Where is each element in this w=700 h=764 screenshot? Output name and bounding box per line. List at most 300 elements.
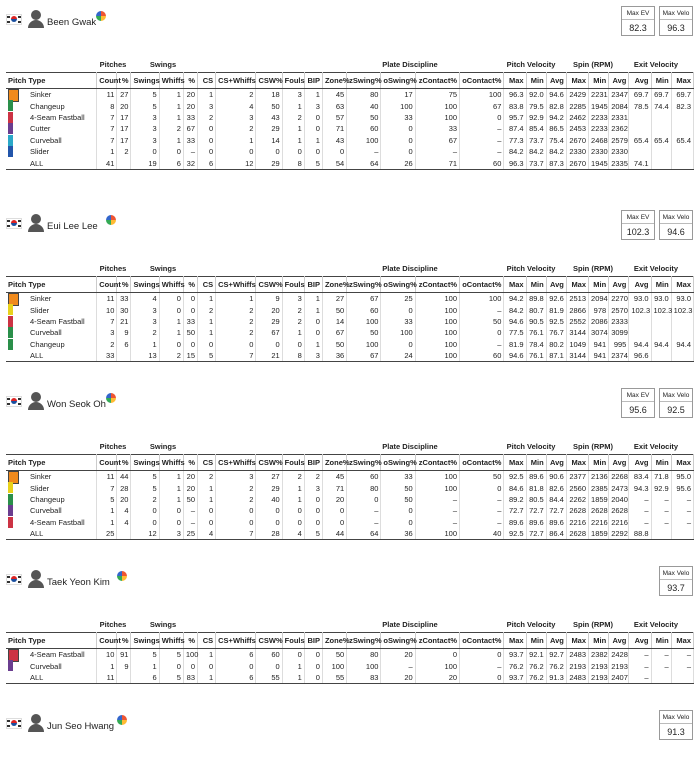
pitcher-header — [0, 382, 700, 442]
column-header[interactable]: Avg — [546, 277, 566, 293]
stat-cell: 2 — [97, 339, 117, 350]
pitcher-header — [0, 0, 700, 60]
stat-cell: – — [460, 123, 504, 134]
stat-cell: 60 — [347, 123, 381, 134]
stat-cell: 1 — [304, 135, 322, 146]
column-header[interactable]: Whiffs — [159, 633, 183, 649]
stat-cell: 0 — [216, 339, 256, 350]
stat-cell: 0 — [198, 505, 216, 516]
stat-cell: 0 — [322, 146, 346, 157]
column-header[interactable]: zContact% — [415, 633, 459, 649]
pitch-row[interactable] — [6, 304, 694, 315]
column-header[interactable]: CSW% — [256, 633, 282, 649]
stat-cell: – — [347, 505, 381, 516]
column-header[interactable]: oContact% — [460, 73, 504, 89]
pitch-row[interactable] — [6, 327, 694, 338]
column-header[interactable]: % — [183, 455, 197, 471]
stat-cell: 2331 — [609, 112, 629, 123]
column-header[interactable]: oSwing% — [381, 633, 415, 649]
stat-cell: 2 — [159, 350, 183, 362]
column-header[interactable]: Zone% — [322, 73, 346, 89]
stat-cell: 0 — [460, 649, 504, 661]
stat-cell: 1049 — [566, 339, 588, 350]
column-header[interactable]: Whiffs — [159, 73, 183, 89]
pitch-row[interactable] — [6, 482, 694, 493]
stat-cell: 0 — [381, 123, 415, 134]
stat-cell: 80 — [347, 649, 381, 661]
stat-cell: 76.2 — [504, 660, 526, 671]
stat-cell: 72.7 — [546, 505, 566, 516]
column-header[interactable]: CS+Whiffs — [216, 73, 256, 89]
stat-cell: 9 — [117, 327, 131, 338]
stat-cell: 28 — [256, 528, 282, 540]
column-header[interactable]: % — [183, 633, 197, 649]
stat-cell: 94.3 — [629, 482, 651, 493]
column-header[interactable]: Pitch Type — [6, 73, 97, 89]
column-header[interactable]: Max — [671, 455, 693, 471]
column-header[interactable]: oContact% — [460, 633, 504, 649]
stat-cell: 81.9 — [504, 339, 526, 350]
stat-cell: 50 — [460, 316, 504, 327]
column-header[interactable]: Min — [526, 633, 546, 649]
stat-cell: 92.7 — [546, 649, 566, 661]
stat-cell: 1 — [159, 112, 183, 123]
column-header[interactable]: Avg — [629, 73, 651, 89]
column-header[interactable]: zSwing% — [347, 455, 381, 471]
column-header[interactable]: Max — [504, 455, 526, 471]
stat-cell: 978 — [589, 304, 609, 315]
stat-cell: 2483 — [566, 649, 588, 661]
stat-cell: 80.2 — [546, 339, 566, 350]
stat-cell: 1 — [282, 660, 304, 671]
stat-cell: 29 — [256, 316, 282, 327]
column-header[interactable]: CSW% — [256, 455, 282, 471]
stat-cell: 100 — [347, 135, 381, 146]
column-header[interactable]: BIP — [304, 277, 322, 293]
stat-cell: 21 — [117, 316, 131, 327]
stat-cell: 0 — [159, 660, 183, 671]
pitch-row[interactable] — [6, 123, 694, 134]
pitch-row[interactable] — [6, 494, 694, 505]
total-row[interactable] — [6, 672, 694, 684]
stat-cell: 33 — [381, 316, 415, 327]
pitch-color-swatch — [8, 316, 13, 327]
column-header[interactable]: oSwing% — [381, 277, 415, 293]
group-label-spin: Spin (RPM) — [573, 264, 613, 273]
stat-cell: 2233 — [589, 112, 609, 123]
metric-label: Max EV — [622, 211, 654, 224]
stat-cell: 78.4 — [526, 339, 546, 350]
korea-flag-icon — [6, 396, 22, 407]
stat-cell: 81.9 — [546, 304, 566, 315]
pitch-row[interactable] — [6, 146, 694, 157]
column-header[interactable]: Max — [566, 633, 588, 649]
column-header[interactable]: Pitch Type — [6, 633, 97, 649]
stat-cell: 93.0 — [629, 293, 651, 305]
stat-cell: 5 — [159, 672, 183, 684]
stat-cell: 102.3 — [671, 304, 693, 315]
header-row — [6, 455, 694, 471]
stat-cell: 5 — [131, 649, 159, 661]
stat-cell: 100 — [415, 316, 459, 327]
stat-cell — [671, 672, 693, 684]
stat-cell: 2216 — [589, 517, 609, 528]
column-header[interactable]: Avg — [546, 633, 566, 649]
column-header[interactable]: CS — [198, 277, 216, 293]
stat-cell — [651, 672, 671, 684]
stat-cell: 3 — [131, 112, 159, 123]
pitch-type-label: Changeup — [30, 339, 65, 349]
column-header[interactable]: Avg — [609, 73, 629, 89]
stat-cell: 1 — [131, 339, 159, 350]
stat-cell: 3099 — [609, 327, 629, 338]
stat-cell: 5 — [304, 528, 322, 540]
column-header[interactable]: CS — [198, 455, 216, 471]
column-header[interactable]: Min — [651, 277, 671, 293]
column-header[interactable]: % — [183, 277, 197, 293]
stats-table — [6, 276, 694, 362]
stat-cell: 100 — [347, 339, 381, 350]
pitcher-name[interactable]: Won Seok Oh — [47, 399, 106, 410]
pitcher-name[interactable]: Been Gwak — [47, 17, 97, 28]
column-header[interactable]: Max — [504, 633, 526, 649]
column-header[interactable]: Max — [671, 633, 693, 649]
stat-cell: 8 — [282, 157, 304, 169]
stat-cell: – — [671, 505, 693, 516]
stat-cell: 1 — [97, 660, 117, 671]
column-header[interactable]: oContact% — [460, 277, 504, 293]
pitcher-section — [0, 0, 700, 204]
stat-cell: 0 — [415, 649, 459, 661]
column-header[interactable]: Min — [651, 73, 671, 89]
stat-cell: 100 — [415, 350, 459, 362]
stat-cell: 85.4 — [526, 123, 546, 134]
column-header[interactable]: % — [117, 73, 131, 89]
column-header[interactable]: Max — [504, 277, 526, 293]
stat-cell: 1 — [198, 672, 216, 684]
pitch-row[interactable] — [6, 660, 694, 671]
stat-cell: 0 — [216, 505, 256, 516]
stat-cell: 0 — [216, 517, 256, 528]
stat-cell: 0 — [282, 505, 304, 516]
stat-cell: 93.0 — [651, 293, 671, 305]
stat-cell: 3 — [131, 316, 159, 327]
stat-cell — [651, 327, 671, 338]
stat-cell: 69.7 — [629, 89, 651, 101]
total-row[interactable] — [6, 350, 694, 362]
stat-cell: 36 — [381, 528, 415, 540]
column-header[interactable]: Pitch Type — [6, 277, 97, 293]
column-header[interactable]: Count — [97, 73, 117, 89]
stat-cell: – — [651, 505, 671, 516]
column-header[interactable]: Fouls — [282, 455, 304, 471]
pitch-type-cell — [6, 505, 97, 516]
stat-cell: 10 — [97, 649, 117, 661]
pitch-type-label: Cutter — [30, 124, 51, 134]
pitch-color-swatch — [8, 304, 13, 315]
column-header[interactable]: oSwing% — [381, 455, 415, 471]
stat-cell: 44 — [117, 471, 131, 483]
pitch-row[interactable] — [6, 517, 694, 528]
column-header[interactable]: Min — [651, 633, 671, 649]
stat-cell: 74.1 — [629, 157, 651, 169]
column-header[interactable]: Avg — [546, 73, 566, 89]
pitch-type-cell — [6, 672, 97, 684]
stat-cell: 40 — [460, 528, 504, 540]
stat-cell: – — [460, 505, 504, 516]
stat-cell: 20 — [117, 100, 131, 111]
column-header[interactable]: BIP — [304, 455, 322, 471]
stat-cell: 0 — [256, 517, 282, 528]
group-label-spin: Spin (RPM) — [573, 620, 613, 629]
stat-cell: 82.8 — [546, 100, 566, 111]
column-header[interactable]: Fouls — [282, 277, 304, 293]
stat-cell: 10 — [97, 304, 117, 315]
column-header[interactable]: Zone% — [322, 277, 346, 293]
stat-cell: 29 — [256, 123, 282, 134]
column-header[interactable]: Zone% — [322, 455, 346, 471]
stat-cell — [117, 528, 131, 540]
column-header[interactable]: oSwing% — [381, 73, 415, 89]
stat-cell: 3 — [131, 304, 159, 315]
column-header[interactable]: Count — [97, 277, 117, 293]
stat-cell: 0 — [304, 146, 322, 157]
stat-cell: 1 — [304, 339, 322, 350]
column-header[interactable]: CS+Whiffs — [216, 633, 256, 649]
column-header[interactable]: zSwing% — [347, 277, 381, 293]
column-header[interactable]: % — [117, 277, 131, 293]
stat-cell: 67 — [347, 350, 381, 362]
pitch-row[interactable] — [6, 293, 694, 305]
metric-value: 93.7 — [667, 583, 685, 593]
column-header[interactable]: oContact% — [460, 455, 504, 471]
column-header[interactable]: Avg — [546, 455, 566, 471]
stat-cell: – — [381, 660, 415, 671]
column-header[interactable]: Fouls — [282, 633, 304, 649]
stat-cell: 1 — [282, 494, 304, 505]
stat-cell: 5 — [159, 649, 183, 661]
pitch-row[interactable] — [6, 505, 694, 516]
stat-cell: 6 — [216, 672, 256, 684]
stat-cell: – — [415, 146, 459, 157]
metric-value: 91.3 — [667, 727, 685, 737]
stat-cell: 0 — [304, 672, 322, 684]
column-header[interactable]: zContact% — [415, 455, 459, 471]
stat-cell: 1945 — [589, 100, 609, 111]
column-header[interactable]: % — [183, 73, 197, 89]
stat-cell: 2 — [282, 304, 304, 315]
group-label-swings: Swings — [149, 264, 177, 273]
column-header[interactable]: Count — [97, 455, 117, 471]
stat-cell: 0 — [381, 505, 415, 516]
column-header[interactable]: CS+Whiffs — [216, 277, 256, 293]
stat-cell: 0 — [282, 517, 304, 528]
column-header[interactable]: Swings — [131, 455, 159, 471]
stat-cell: 76.2 — [526, 672, 546, 684]
pitch-row[interactable] — [6, 135, 694, 146]
pitch-type-cell — [6, 494, 97, 505]
stat-cell: 0 — [304, 316, 322, 327]
pitcher-name[interactable]: Taek Yeon Kim — [47, 577, 110, 588]
stat-cell: 20 — [381, 672, 415, 684]
stat-cell: 4 — [117, 505, 131, 516]
stat-cell: 50 — [322, 339, 346, 350]
column-header[interactable]: Swings — [131, 633, 159, 649]
stat-cell: 2 — [304, 471, 322, 483]
stat-cell: 96.3 — [504, 89, 526, 101]
column-header[interactable]: Swings — [131, 277, 159, 293]
column-header[interactable]: Min — [589, 73, 609, 89]
stat-cell: 0 — [198, 146, 216, 157]
column-header[interactable]: CSW% — [256, 277, 282, 293]
column-header[interactable]: BIP — [304, 73, 322, 89]
column-header[interactable]: Zone% — [322, 633, 346, 649]
stat-cell: 65.4 — [671, 135, 693, 146]
column-header[interactable]: Avg — [609, 277, 629, 293]
stat-cell: 0 — [198, 660, 216, 671]
pitch-type-cell — [6, 89, 97, 101]
stat-cell: 1 — [97, 146, 117, 157]
stat-cell: 2193 — [589, 672, 609, 684]
column-header[interactable]: Swings — [131, 73, 159, 89]
column-header[interactable]: CS — [198, 633, 216, 649]
column-header[interactable]: Min — [651, 455, 671, 471]
column-header[interactable]: Count — [97, 633, 117, 649]
total-row[interactable] — [6, 157, 694, 169]
pitch-row[interactable] — [6, 649, 694, 661]
column-header[interactable]: Min — [589, 633, 609, 649]
stat-cell: 33 — [97, 350, 117, 362]
stat-cell — [629, 316, 651, 327]
stat-cell: 0 — [304, 494, 322, 505]
column-header[interactable]: Max — [566, 277, 588, 293]
stat-cell: – — [460, 517, 504, 528]
pitch-row[interactable] — [6, 316, 694, 327]
column-header[interactable]: BIP — [304, 633, 322, 649]
pitch-row[interactable] — [6, 112, 694, 123]
stat-cell: 2 — [159, 123, 183, 134]
stat-cell: 2136 — [589, 471, 609, 483]
stat-cell: 0 — [460, 327, 504, 338]
max-velo-box — [659, 210, 693, 240]
stat-cell — [671, 350, 693, 362]
column-header[interactable]: Max — [671, 73, 693, 89]
stat-cell: 5 — [131, 100, 159, 111]
stat-cell: 84.2 — [504, 304, 526, 315]
stat-cell: 2362 — [609, 123, 629, 134]
column-header[interactable]: Avg — [609, 633, 629, 649]
pitcher-name[interactable]: Jun Seo Hwang — [47, 721, 115, 732]
column-header[interactable]: % — [117, 455, 131, 471]
stat-cell: 0 — [216, 146, 256, 157]
column-header[interactable]: Whiffs — [159, 277, 183, 293]
stat-cell: 0 — [282, 649, 304, 661]
column-header[interactable]: Pitch Type — [6, 455, 97, 471]
pitch-row[interactable] — [6, 100, 694, 111]
column-header[interactable]: Max — [566, 73, 588, 89]
column-header[interactable]: zContact% — [415, 73, 459, 89]
stat-cell: 0 — [256, 146, 282, 157]
stat-cell: 69.7 — [651, 89, 671, 101]
metric-label: Max Velo — [660, 211, 692, 224]
stat-cell: 3144 — [566, 327, 588, 338]
total-row[interactable] — [6, 528, 694, 540]
pitch-row[interactable] — [6, 339, 694, 350]
stat-cell: 2330 — [566, 146, 588, 157]
stat-cell: 90.5 — [526, 316, 546, 327]
stat-cell: 2385 — [589, 482, 609, 493]
column-header[interactable]: CSW% — [256, 73, 282, 89]
column-header[interactable]: Min — [526, 277, 546, 293]
pitch-row[interactable] — [6, 471, 694, 483]
column-header[interactable]: Avg — [629, 633, 651, 649]
column-header[interactable]: % — [117, 633, 131, 649]
stat-cell: – — [460, 135, 504, 146]
column-header[interactable]: Min — [589, 277, 609, 293]
column-header[interactable]: CS+Whiffs — [216, 455, 256, 471]
stat-cell: 6 — [216, 649, 256, 661]
stat-cell: 92.1 — [526, 649, 546, 661]
stat-cell: 3 — [131, 135, 159, 146]
stat-cell: 91 — [117, 649, 131, 661]
column-header[interactable]: Max — [671, 277, 693, 293]
stat-cell: 95.6 — [671, 482, 693, 493]
stat-cell: – — [651, 660, 671, 671]
metric-value: 95.6 — [629, 405, 647, 415]
stat-cell: 20 — [183, 482, 197, 493]
stat-cell: 0 — [131, 146, 159, 157]
stat-cell: 72.7 — [526, 505, 546, 516]
stat-cell: 20 — [183, 471, 197, 483]
stat-cell: 17 — [117, 135, 131, 146]
column-header[interactable]: Avg — [629, 455, 651, 471]
stat-cell: 0 — [159, 146, 183, 157]
column-header[interactable]: zSwing% — [347, 633, 381, 649]
stat-cell: 1 — [159, 327, 183, 338]
group-label-swings: Swings — [149, 620, 177, 629]
stat-cell: 2453 — [566, 123, 588, 134]
stat-cell: 33 — [381, 112, 415, 123]
column-header[interactable]: Max — [566, 455, 588, 471]
column-header[interactable]: Avg — [609, 455, 629, 471]
stat-cell: 8 — [282, 350, 304, 362]
stat-cell: – — [629, 494, 651, 505]
column-header[interactable]: Min — [526, 455, 546, 471]
stat-cell: 3 — [282, 89, 304, 101]
column-header[interactable]: zContact% — [415, 277, 459, 293]
pitch-color-swatch — [8, 517, 13, 528]
pitcher-name[interactable]: Eui Lee Lee — [47, 221, 98, 232]
stat-cell: 2560 — [566, 482, 588, 493]
stat-cell: 2347 — [609, 89, 629, 101]
stat-cell: 9 — [117, 660, 131, 671]
stat-cell: 6 — [159, 157, 183, 169]
column-header[interactable]: CS — [198, 73, 216, 89]
pitch-row[interactable] — [6, 89, 694, 101]
column-header[interactable]: Avg — [629, 277, 651, 293]
column-header[interactable]: Min — [526, 73, 546, 89]
column-header[interactable]: Max — [504, 73, 526, 89]
column-header[interactable]: zSwing% — [347, 73, 381, 89]
column-header[interactable]: Min — [589, 455, 609, 471]
stat-cell: 102.3 — [629, 304, 651, 315]
column-header[interactable]: Fouls — [282, 73, 304, 89]
header-row — [6, 277, 694, 293]
stat-cell: 0 — [304, 660, 322, 671]
column-header[interactable]: Whiffs — [159, 455, 183, 471]
stat-cell: – — [460, 304, 504, 315]
stat-cell: 76.2 — [526, 660, 546, 671]
